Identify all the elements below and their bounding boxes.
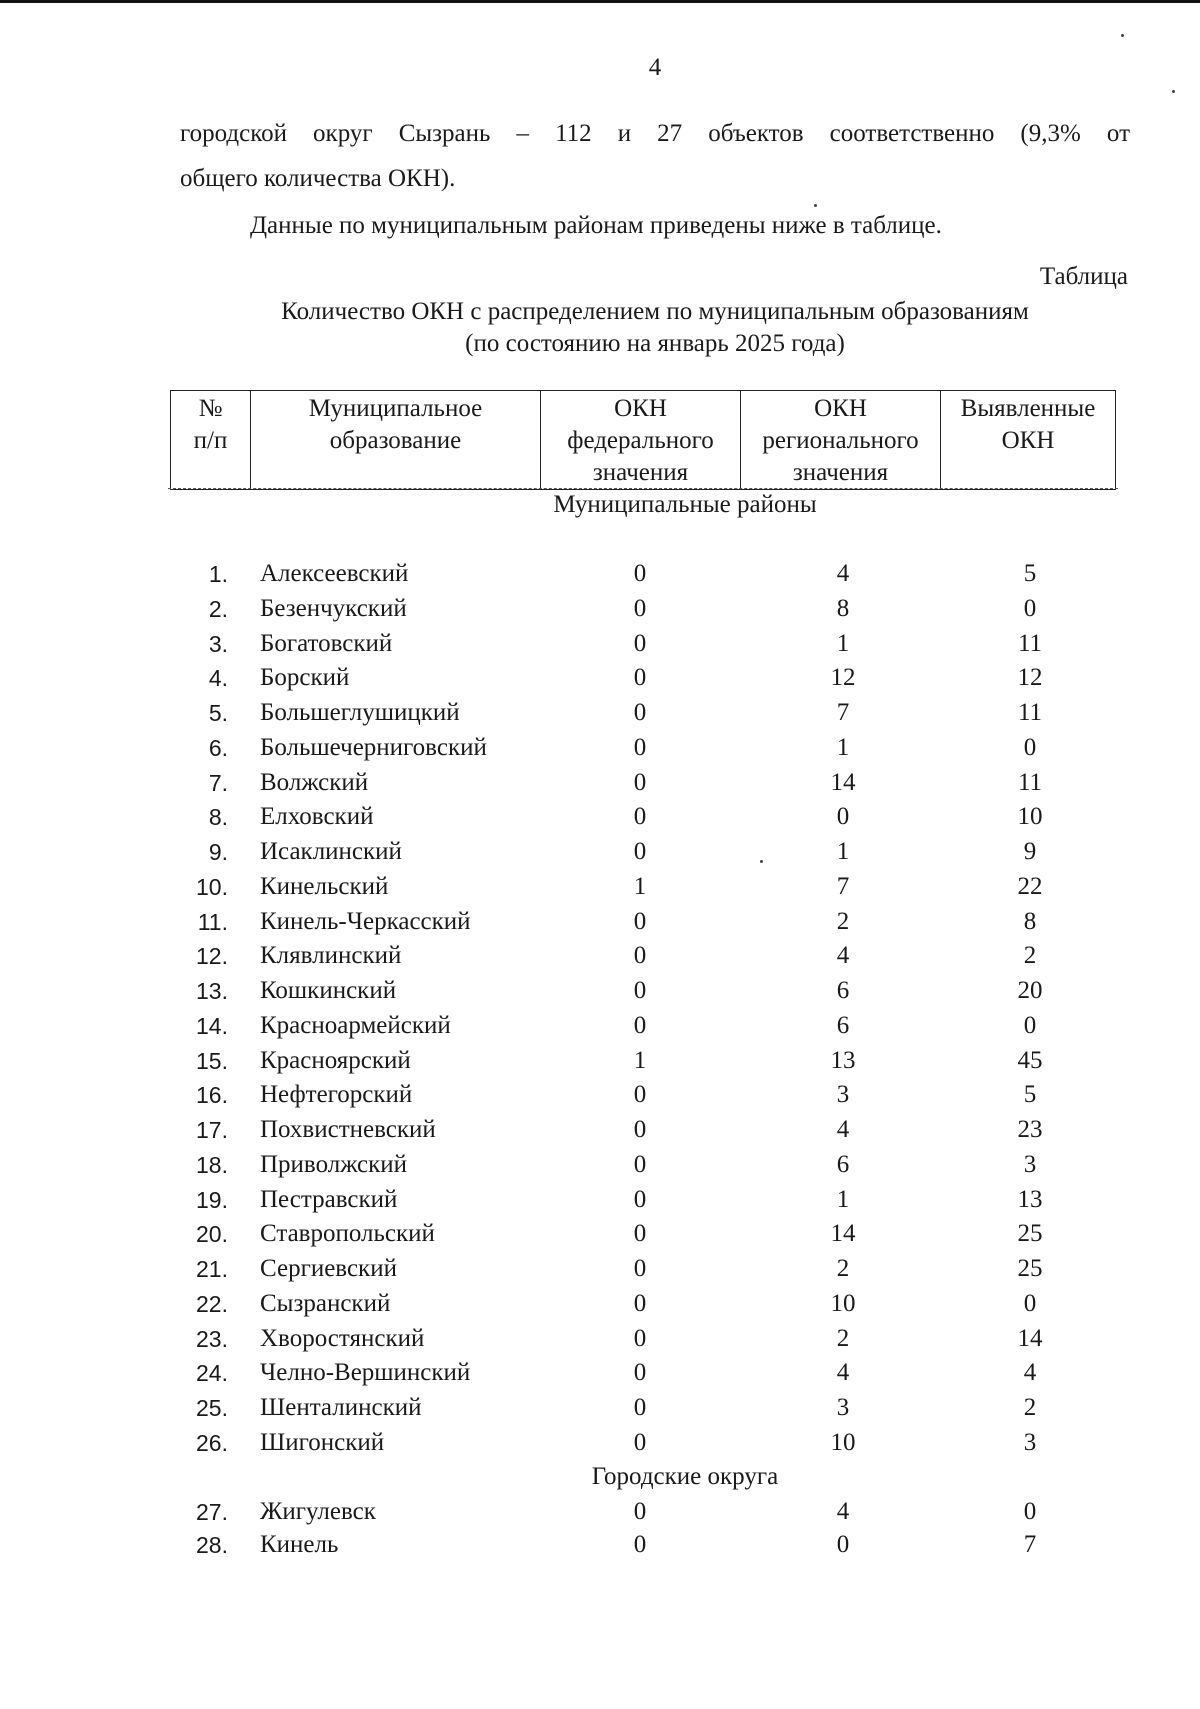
header-underline	[168, 488, 1118, 489]
row-name: Шенталинский	[260, 1394, 422, 1421]
row-federal: 0	[633, 1531, 647, 1558]
row-name: Красноярский	[260, 1046, 411, 1074]
caption-line-2: (по состоянию на январь 2025 года)	[465, 330, 845, 357]
row-detected: 11	[1017, 699, 1043, 726]
paragraph-line-1: городской округ Сызрань – 112 и 27 объектов соответственно (9,3% от	[180, 120, 1130, 147]
row-federal: 0	[633, 1150, 647, 1178]
row-number: 17.	[196, 1117, 228, 1143]
row-federal: 0	[633, 1116, 647, 1143]
row-name: Шигонский	[260, 1428, 385, 1456]
row-name: Большечерниговский	[260, 733, 487, 761]
row-federal: 1	[633, 1046, 647, 1074]
row-name: Кинель-Черкасский	[260, 907, 471, 935]
row-name: Хворостянский	[260, 1324, 425, 1352]
row-regional: 10	[830, 1428, 856, 1456]
row-federal: 0	[633, 1324, 647, 1352]
row-detected: 7	[1023, 1531, 1037, 1558]
row-name: Приволжский	[260, 1150, 408, 1178]
row-regional: 14	[830, 1220, 856, 1248]
row-regional: 1	[836, 1185, 850, 1213]
row-name: Алексеевский	[260, 560, 409, 587]
row-regional: 4	[836, 1116, 850, 1143]
header-num: № п/п	[171, 391, 251, 490]
row-detected: 14	[1017, 1324, 1043, 1352]
row-detected: 20	[1017, 977, 1043, 1004]
row-name: Пестравский	[260, 1185, 398, 1213]
row-federal: 0	[633, 699, 647, 726]
row-detected: 25	[1017, 1255, 1043, 1282]
row-federal: 0	[633, 560, 647, 587]
caption-line-1: Количество ОКН с распределением по муниципальным образованиям	[281, 298, 1029, 325]
header-federal: ОКН федерального значения	[541, 391, 741, 490]
row-name: Жигулевск	[260, 1498, 376, 1525]
row-name: Ставропольский	[260, 1220, 435, 1248]
row-name: Красноармейский	[260, 1011, 451, 1039]
row-regional: 6	[836, 1150, 850, 1178]
row-detected: 13	[1017, 1185, 1043, 1213]
row-detected: 12	[1017, 664, 1043, 692]
row-name: Сызранский	[260, 1289, 391, 1317]
row-federal: 0	[633, 1081, 647, 1109]
row-federal: 0	[633, 803, 647, 831]
header-name: Муниципальное образование	[251, 391, 541, 490]
section-title-districts: Муниципальные районы	[553, 491, 817, 518]
row-regional: 1	[836, 629, 850, 657]
row-regional: 2	[836, 1324, 850, 1352]
row-name: Богатовский	[260, 629, 393, 657]
row-regional: 12	[830, 664, 856, 692]
row-name: Кинельский	[260, 872, 389, 900]
row-name: Безенчукский	[260, 594, 407, 622]
row-number: 8.	[208, 804, 228, 831]
row-number: 3.	[208, 630, 228, 657]
row-detected: 0	[1023, 1011, 1037, 1039]
row-regional: 1	[836, 838, 850, 865]
row-regional: 4	[836, 942, 850, 970]
row-number: 19.	[196, 1186, 228, 1213]
scan-speck	[760, 860, 763, 863]
row-detected: 5	[1023, 560, 1037, 587]
row-federal: 0	[633, 1185, 647, 1213]
row-regional: 6	[836, 1011, 850, 1039]
row-detected: 11	[1017, 768, 1043, 796]
row-detected: 10	[1017, 803, 1043, 831]
row-regional: 14	[830, 768, 856, 796]
row-detected: 8	[1023, 907, 1037, 935]
row-federal: 0	[633, 942, 647, 970]
table-label: Таблица	[1039, 263, 1128, 290]
row-number: 22.	[196, 1290, 228, 1317]
row-number: 9.	[208, 839, 228, 865]
row-number: 28.	[196, 1532, 228, 1558]
row-number: 10.	[196, 873, 228, 900]
row-name: Нефтегорский	[260, 1081, 413, 1109]
row-number: 1.	[208, 561, 228, 587]
row-name: Исаклинский	[260, 838, 402, 865]
row-detected: 0	[1023, 1498, 1037, 1525]
row-number: 16.	[196, 1082, 228, 1109]
row-number: 26.	[196, 1429, 228, 1456]
scan-speck	[1172, 90, 1175, 93]
row-regional: 2	[836, 1255, 850, 1282]
row-federal: 0	[633, 768, 647, 796]
row-number: 20.	[196, 1221, 228, 1248]
row-number: 2.	[208, 595, 228, 622]
row-number: 23.	[196, 1325, 228, 1352]
row-regional: 0	[836, 1531, 850, 1558]
row-number: 5.	[208, 700, 228, 726]
row-detected: 22	[1017, 872, 1043, 900]
row-regional: 7	[836, 872, 850, 900]
row-regional: 4	[836, 1359, 850, 1387]
row-federal: 0	[633, 1394, 647, 1421]
row-federal: 0	[633, 838, 647, 865]
row-detected: 11	[1017, 629, 1043, 657]
row-federal: 0	[633, 1011, 647, 1039]
table-caption	[180, 296, 1130, 360]
row-regional: 8	[836, 594, 850, 622]
row-detected: 23	[1017, 1116, 1043, 1143]
row-detected: 0	[1023, 594, 1037, 622]
row-name: Борский	[260, 664, 350, 692]
row-federal: 0	[633, 1289, 647, 1317]
row-detected: 4	[1023, 1359, 1037, 1387]
row-name: Волжский	[260, 768, 369, 796]
row-number: 21.	[196, 1256, 228, 1282]
row-name: Челно-Вершинский	[260, 1359, 471, 1387]
row-number: 25.	[196, 1395, 228, 1421]
row-name: Большеглушицкий	[260, 699, 460, 726]
row-name: Похвистневский	[260, 1116, 436, 1143]
row-name: Елховский	[260, 803, 374, 831]
row-regional: 7	[836, 699, 850, 726]
row-federal: 0	[633, 1220, 647, 1248]
row-number: 24.	[196, 1360, 228, 1387]
paragraph-line-2: общего количества ОКН).	[180, 165, 456, 192]
row-number: 27.	[196, 1499, 228, 1525]
row-detected: 2	[1023, 942, 1037, 970]
row-federal: 1	[633, 872, 647, 900]
row-regional: 1	[836, 733, 850, 761]
row-detected: 3	[1023, 1428, 1037, 1456]
row-federal: 0	[633, 629, 647, 657]
paragraph-intro-table: Данные по муниципальным районам приведены ниже в таблице.	[250, 212, 942, 239]
row-federal: 0	[633, 733, 647, 761]
row-federal: 0	[633, 594, 647, 622]
row-federal: 0	[633, 664, 647, 692]
row-detected: 45	[1017, 1046, 1043, 1074]
row-regional: 10	[830, 1289, 856, 1317]
row-number: 13.	[196, 978, 228, 1004]
row-number: 4.	[208, 665, 228, 692]
row-number: 14.	[196, 1012, 228, 1039]
section-title-urban: Городские округа	[591, 1463, 779, 1490]
row-name: Кинель	[260, 1531, 339, 1558]
row-detected: 2	[1023, 1394, 1037, 1421]
scan-speck	[814, 204, 817, 207]
row-number: 7.	[208, 769, 228, 796]
header-regional: ОКН регионального значения	[741, 391, 941, 490]
row-federal: 0	[633, 1428, 647, 1456]
row-number: 15.	[196, 1047, 228, 1074]
top-border-rule	[0, 0, 1200, 3]
row-detected: 9	[1023, 838, 1037, 865]
row-regional: 3	[836, 1394, 850, 1421]
page-number: 4	[648, 54, 662, 81]
row-federal: 0	[633, 907, 647, 935]
row-regional: 4	[836, 560, 850, 587]
row-federal: 0	[633, 977, 647, 1004]
row-federal: 0	[633, 1498, 647, 1525]
row-number: 12.	[196, 943, 228, 970]
row-number: 18.	[196, 1151, 228, 1178]
row-number: 6.	[208, 734, 228, 761]
row-regional: 2	[836, 907, 850, 935]
row-detected: 0	[1023, 1289, 1037, 1317]
row-detected: 0	[1023, 733, 1037, 761]
row-regional: 4	[836, 1498, 850, 1525]
row-regional: 6	[836, 977, 850, 1004]
row-name: Клявлинский	[260, 942, 402, 970]
row-federal: 0	[633, 1359, 647, 1387]
scan-speck	[1121, 34, 1124, 37]
row-detected: 25	[1017, 1220, 1043, 1248]
row-federal: 0	[633, 1255, 647, 1282]
row-number: 11.	[197, 908, 228, 935]
row-regional: 0	[836, 803, 850, 831]
table-header	[170, 390, 1116, 490]
row-detected: 5	[1023, 1081, 1037, 1109]
row-detected: 3	[1023, 1150, 1037, 1178]
header-detected: Выявленные ОКН	[941, 391, 1116, 490]
row-regional: 13	[830, 1046, 856, 1074]
row-regional: 3	[836, 1081, 850, 1109]
row-name: Сергиевский	[260, 1255, 397, 1282]
row-name: Кошкинский	[260, 977, 397, 1004]
